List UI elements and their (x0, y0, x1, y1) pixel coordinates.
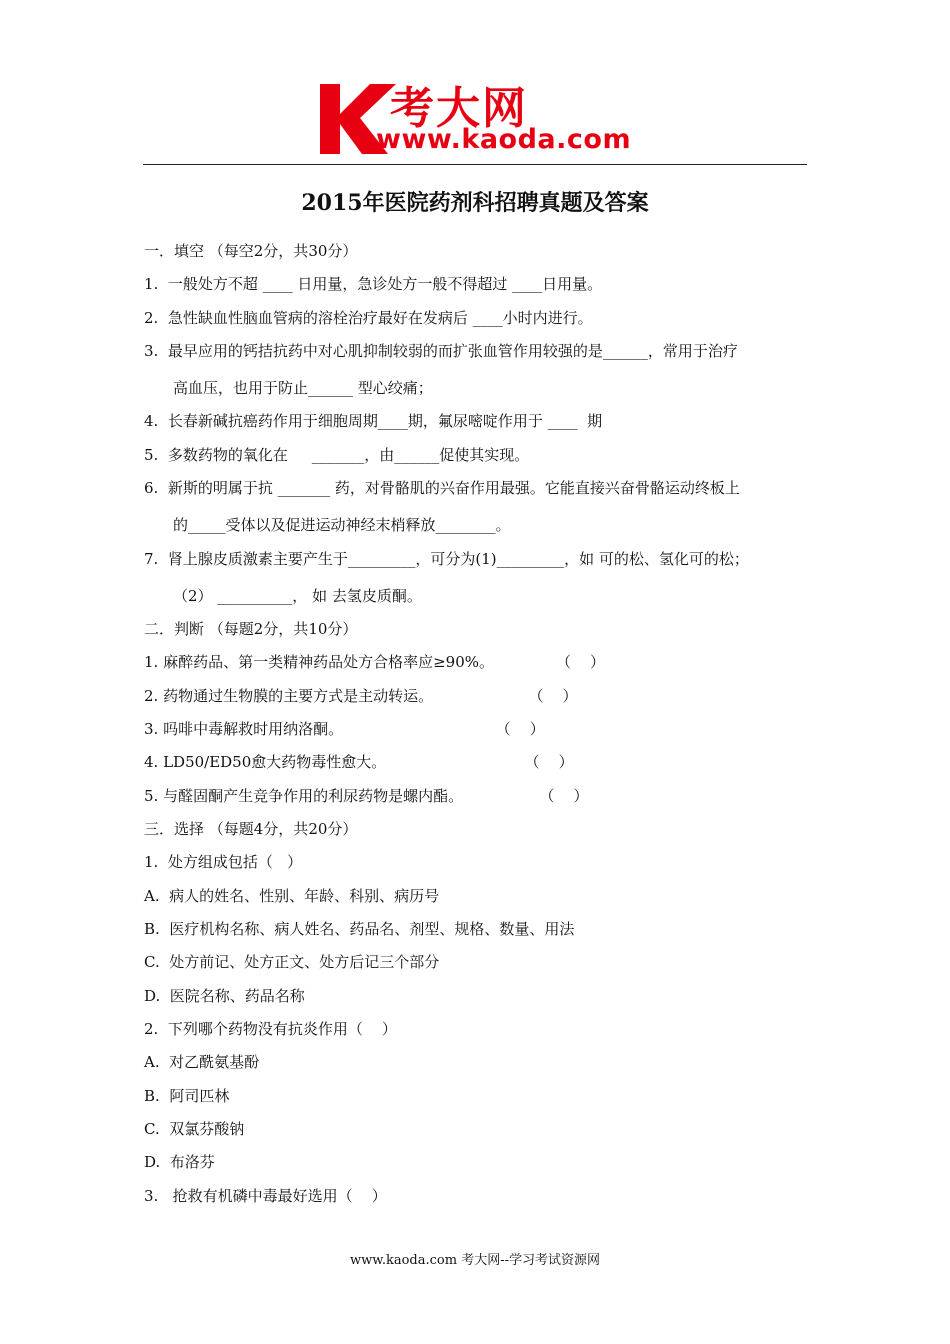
question-line-continued: （2） __________， 如 去氢皮质酮。 (173, 587, 422, 605)
section-heading-choice: 三．选择 （每题4分，共20分） (144, 820, 358, 838)
choice-option: C. 处方前记、处方正文、处方后记三个部分 (144, 953, 440, 971)
question-line: 1. 一般处方不超 ____ 日用量，急诊处方一般不得超过 ____日用量。 (144, 275, 603, 293)
choice-option: B. 医疗机构名称、病人姓名、药品名、剂型、规格、数量、用法 (144, 920, 575, 938)
choice-question: 3. 抢救有机磷中毒最好选用（ ） (144, 1187, 387, 1205)
question-line: 2. 急性缺血性脑血管病的溶栓治疗最好在发病后 ____小时内进行。 (144, 309, 593, 327)
choice-option: A. 对乙酰氨基酚 (144, 1053, 260, 1071)
logo-url-text: www.kaoda.com (376, 124, 632, 155)
choice-option: B. 阿司匹林 (144, 1087, 230, 1105)
judge-item: 4. LD50/ED50愈大药物毒性愈大。 （ ） (144, 753, 574, 771)
question-line: 3. 最早应用的钙拮抗药中对心肌抑制较弱的而扩张血管作用较强的是______，常用于治疗 (144, 342, 738, 360)
logo-chinese-text: 考大网 (390, 83, 528, 134)
judge-item: 3. 吗啡中毒解救时用纳洛酮。 （ ） (144, 720, 545, 738)
site-logo (318, 78, 638, 160)
question-line-continued: 的_____受体以及促进运动神经末梢释放________。 (173, 516, 511, 534)
choice-option: A. 病人的姓名、性别、年龄、科别、病历号 (144, 887, 440, 905)
question-line: 6. 新斯的明属于抗 _______ 药，对骨骼肌的兴奋作用最强。它能直接兴奋骨骼运动终板上 (144, 479, 740, 497)
judge-item: 5. 与醛固酮产生竞争作用的利尿药物是螺内酯。 （ ） (144, 787, 589, 805)
judge-item: 2. 药物通过生物膜的主要方式是主动转运。 （ ） (144, 687, 578, 705)
choice-option: C. 双氯芬酸钠 (144, 1120, 245, 1138)
judge-item: 1. 麻醉药品、第一类精神药品处方合格率应≥90%。 （ ） (144, 653, 606, 671)
question-line: 4. 长春新碱抗癌药作用于细胞周期____期，氟尿嘧啶作用于 ____ 期 (144, 412, 603, 430)
page-footer: www.kaoda.com 考大网--学习考试资源网 (350, 1253, 600, 1268)
question-line: 5. 多数药物的氧化在 _______，由______促使其实现。 (144, 446, 530, 464)
choice-option: D. 医院名称、药品名称 (144, 987, 305, 1005)
section-heading-judge: 二．判断 （每题2分，共10分） (144, 620, 358, 638)
choice-question: 2. 下列哪个药物没有抗炎作用（ ） (144, 1020, 397, 1038)
header-divider (143, 164, 807, 165)
question-line-continued: 高血压，也用于防止______ 型心绞痛； (173, 379, 433, 397)
page-title: 2015年医院药剂科招聘真题及答案 (301, 190, 649, 216)
question-line: 7. 肾上腺皮质激素主要产生于_________，可分为(1)_________，如 可的松、氢化可的松； (144, 550, 749, 568)
section-heading-fill: 一．填空 （每空2分，共30分） (144, 242, 358, 260)
choice-option: D. 布洛芬 (144, 1153, 215, 1171)
choice-question: 1. 处方组成包括（ ） (144, 853, 303, 871)
